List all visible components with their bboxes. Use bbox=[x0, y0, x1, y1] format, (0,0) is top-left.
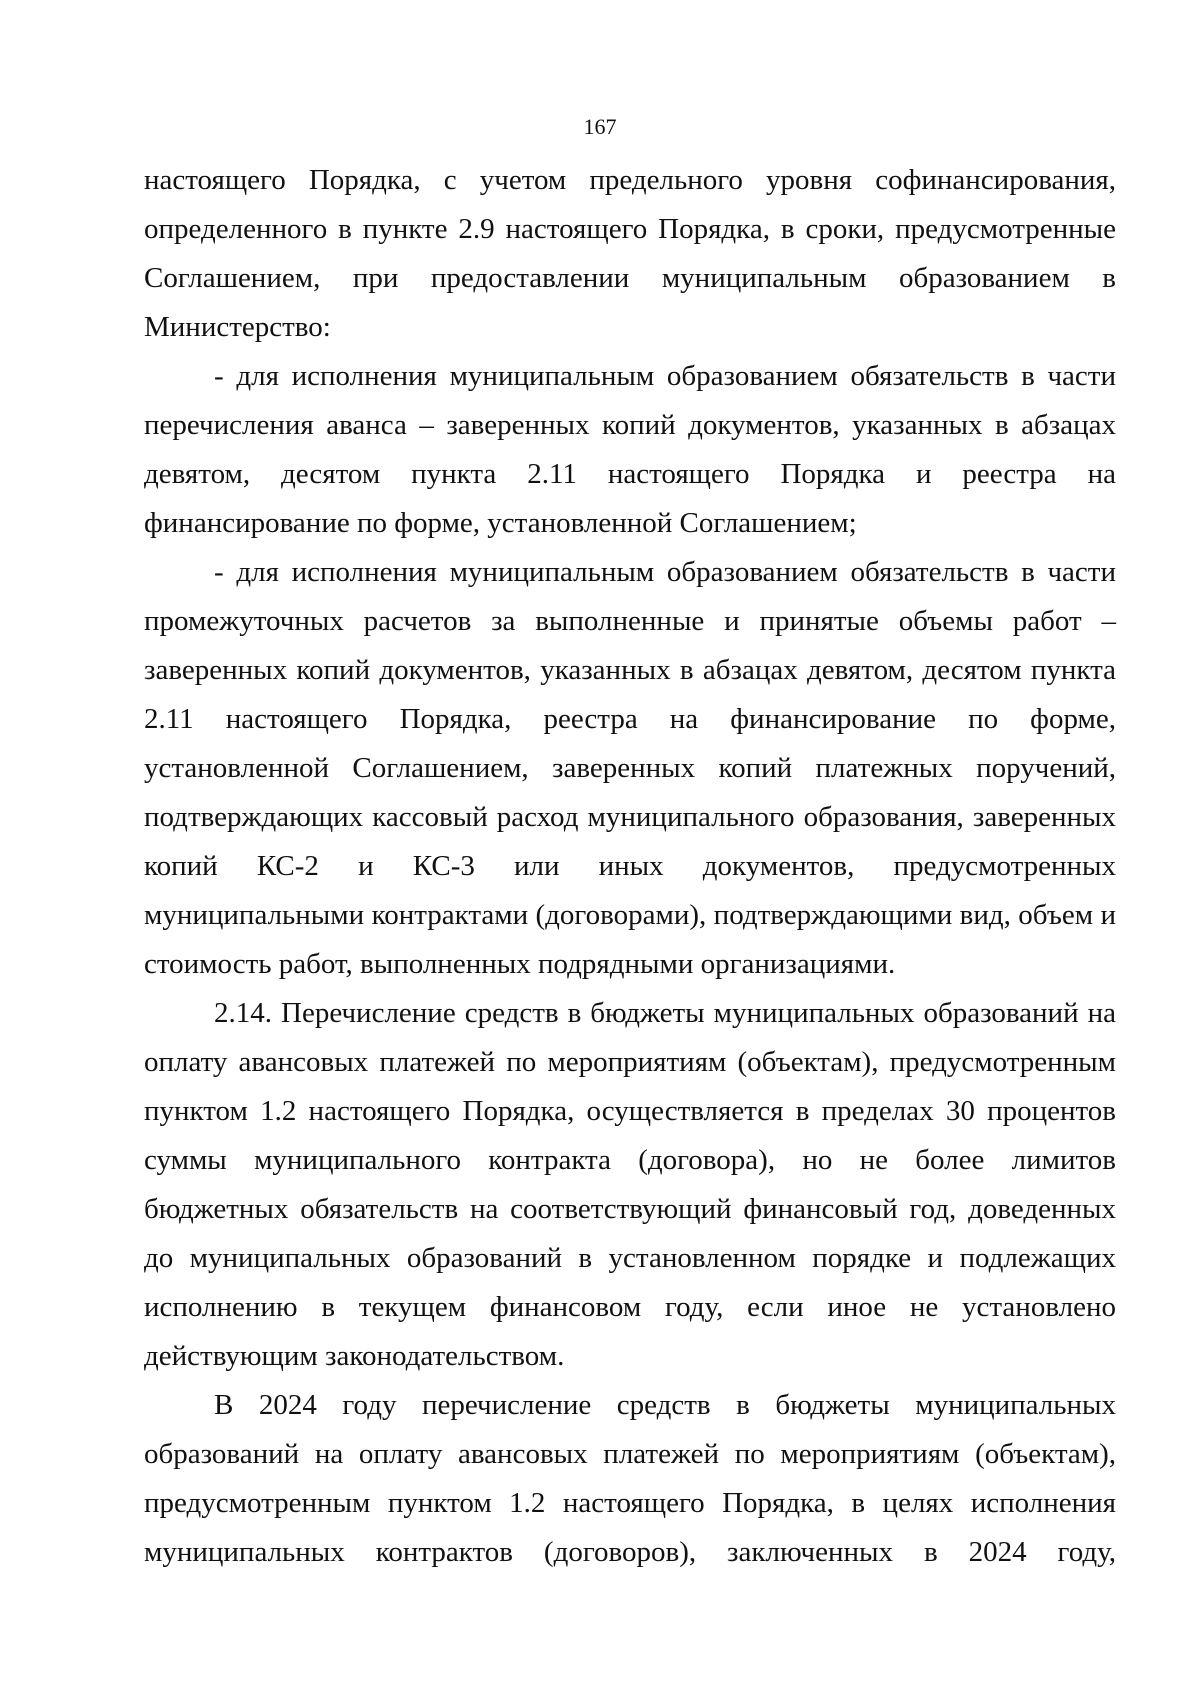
paragraph-advance-payment: - для исполнения муниципальным образованием обязательств в части перечисления аванса – заверенных копий документов, указанных в абзацах девятом, десятом пункта 2.11 настоящего Порядка и реестра на финансирование по форме, установленной Соглашением; bbox=[144, 360, 1116, 539]
document-body bbox=[144, 156, 1116, 1577]
paragraph-2-14: 2.14. Перечисление средств в бюджеты муниципальных образований на оплату авансовых платежей по мероприятиям (объектам), предусмотренным пунктом 1.2 настоящего Порядка, осуществляется в пределах 30 процентов суммы муниципального контракта (договора), но не более лимитов бюджетных обязательств на соответствующий финансовый год, доведенных до муниципальных образований в установленном порядке и подлежащих исполнению в текущем финансовом году, если иное не установлено действующим законодательством. bbox=[144, 997, 1116, 1372]
page-number: 167 bbox=[583, 114, 617, 139]
paragraph-intermediate-payments: - для исполнения муниципальным образованием обязательств в части промежуточных расчетов за выполненные и принятые объемы работ – заверенных копий документов, указанных в абзацах девятом, десятом пункта 2.11 настоящего Порядка, реестра на финансирование по форме, установленной Соглашением, заверенных копий платежных поручений, подтверждающих кассовый расход муниципального образования, заверенных копий КС-2 и КС-3 или иных документов, предусмотренных муниципальными контрактами (договорами), подтверждающими вид, объем и стоимость работ, выполненных подрядными организациями. bbox=[144, 556, 1116, 980]
paragraph-2024: В 2024 году перечисление средств в бюджеты муниципальных образований на оплату авансовых платежей по мероприятиям (объектам), предусмотренным пунктом 1.2 настоящего Порядка, в целях исполнения муниципальных контрактов (договоров), заключенных в 2024 году, bbox=[144, 1389, 1116, 1568]
paragraph-continuation: настоящего Порядка, с учетом предельного уровня софинансирования, определенного в пункте 2.9 настоящего Порядка, в сроки, предусмотренные Соглашением, при предоставлении муниципальным образованием в Министерство: bbox=[144, 164, 1116, 343]
